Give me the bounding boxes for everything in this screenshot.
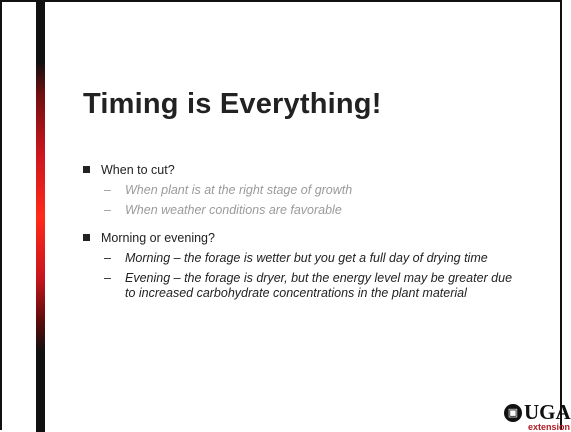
sub-bullet-text: Morning – the forage is wetter but you get a full day of drying time [125, 251, 488, 265]
accent-side-bar [36, 2, 45, 432]
sub-bullet-item [83, 183, 523, 199]
arch-icon: ▣ [504, 404, 522, 422]
bullet-text: Morning or evening? [101, 231, 215, 245]
bullet-item [83, 162, 523, 178]
dash-bullet-icon: – [104, 251, 111, 265]
dash-bullet-icon: – [104, 270, 111, 285]
logo-subtext: extension [528, 422, 571, 432]
dash-bullet-icon: – [104, 202, 111, 217]
dash-bullet-icon: – [104, 183, 111, 197]
sub-bullet-text: When weather conditions are favorable [125, 202, 342, 217]
bullet-list [83, 162, 523, 302]
sub-bullet-item [83, 251, 523, 267]
sub-bullet-text: When plant is at the right stage of growth [125, 183, 353, 197]
sub-bullet-text: Evening – the forage is dryer, but the energy level may be greater due to increased carbohydrate concentrations in the plant material [125, 270, 513, 300]
sub-bullet-item [83, 203, 523, 219]
square-bullet-icon [83, 234, 90, 241]
square-bullet-icon [83, 166, 90, 173]
uga-extension-logo [504, 400, 571, 432]
logo-mark: UGA [524, 400, 571, 424]
slide-title: Timing is Everything! [83, 88, 382, 120]
bullet-text: When to cut? [101, 163, 175, 177]
sub-bullet-item [83, 271, 523, 302]
bullet-item [83, 230, 523, 246]
